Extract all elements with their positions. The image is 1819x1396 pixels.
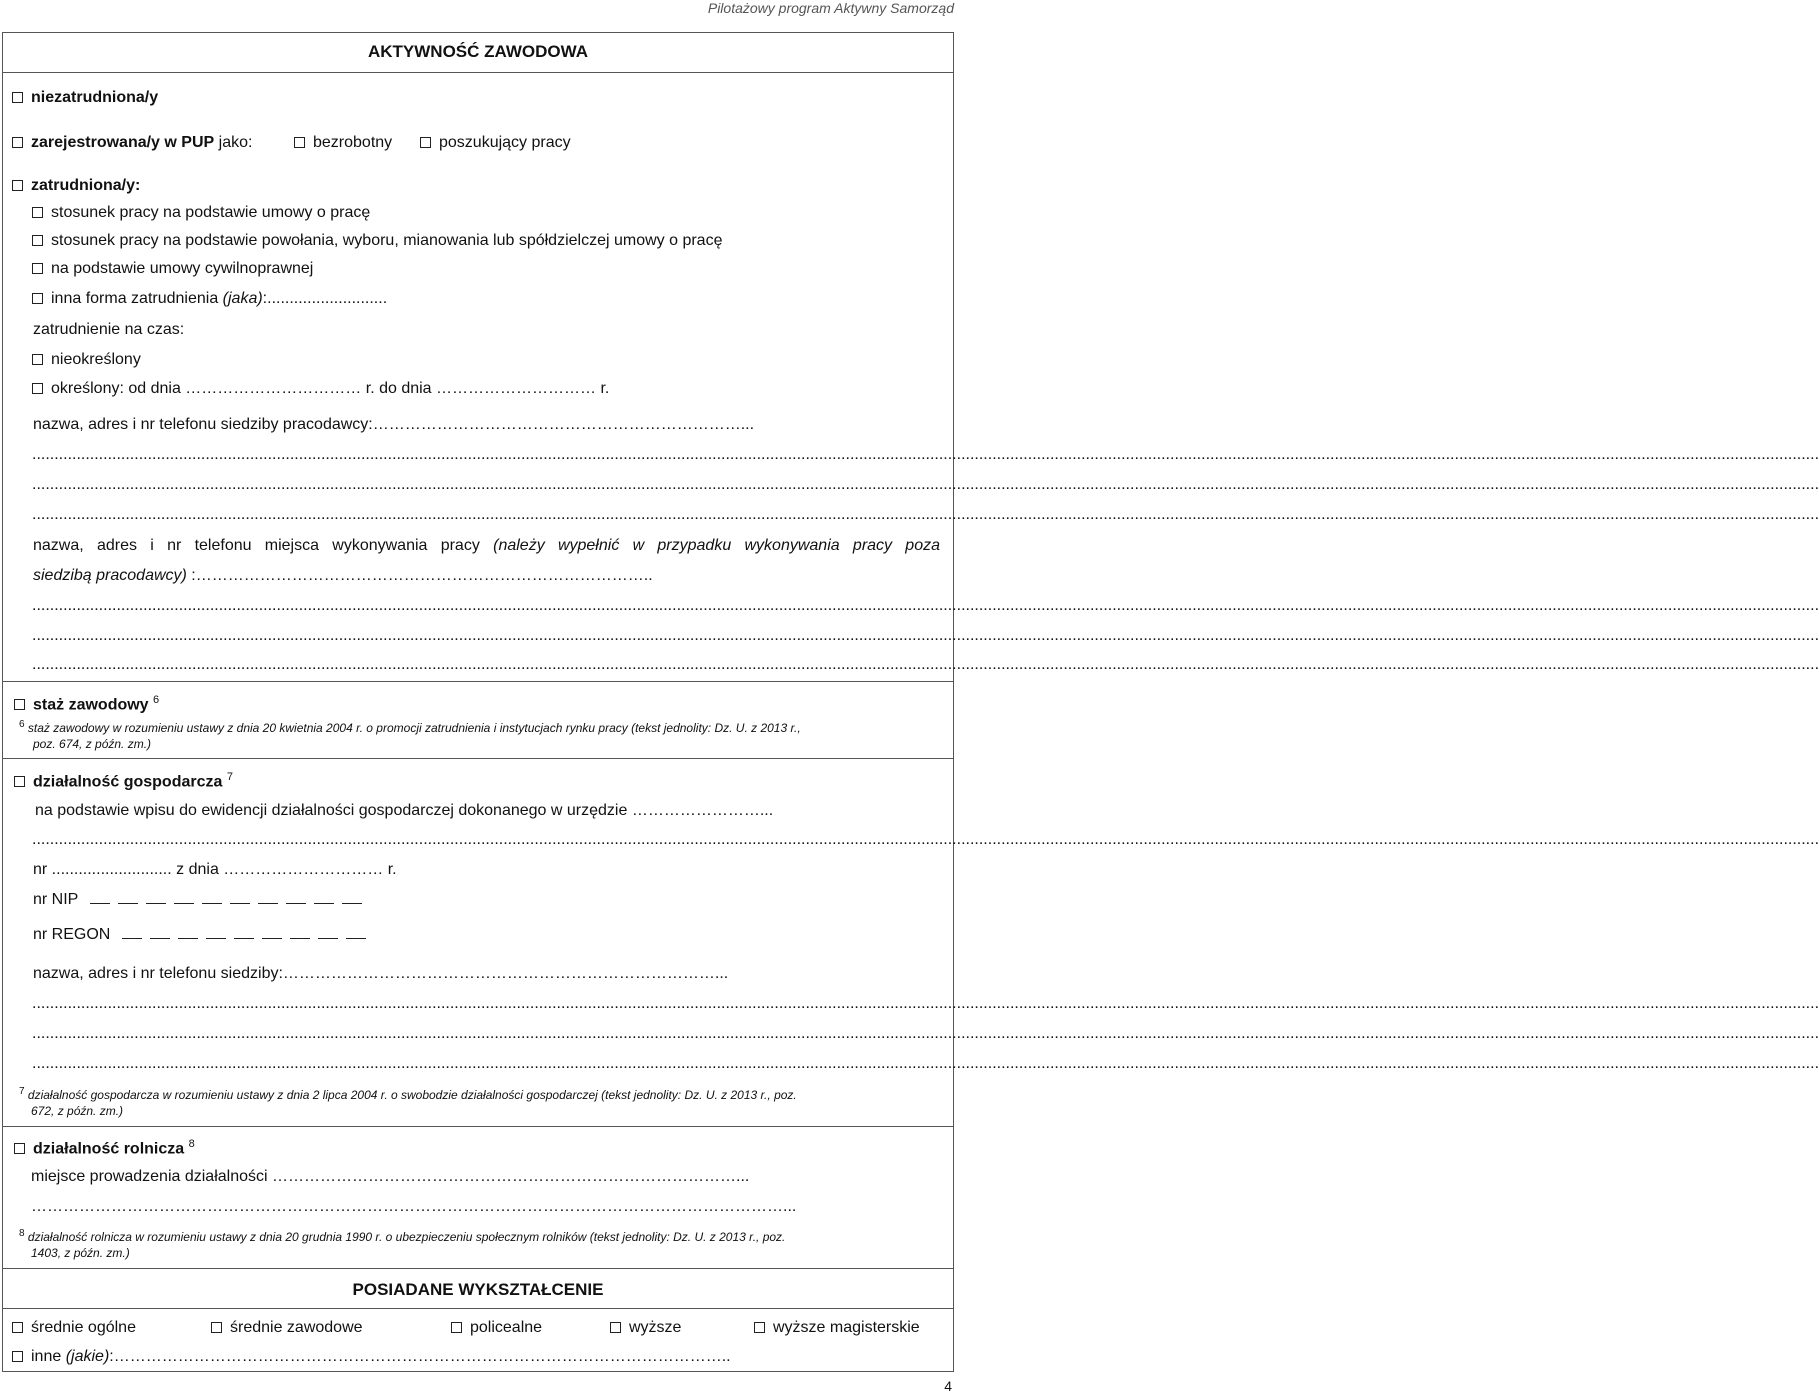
fill-line[interactable]: ..................................................................................................................................................................................................................................................................................................................................................................................................................	[32, 1055, 1819, 1072]
checkbox-icon[interactable]	[14, 699, 25, 710]
page-number: 4	[944, 1378, 952, 1394]
fill-line[interactable]: ..................................................................................................................................................................................................................................................................................................................................................................................................................	[32, 656, 1819, 673]
footnote-6-cont: poz. 674, z późn. zm.)	[33, 737, 152, 751]
checkbox-inne[interactable]: inne (jakie):……………………………………………………………………………………………………..	[12, 1348, 731, 1366]
checkbox-okreslony[interactable]: określony: od dnia …………………………… r. do dnia ………………………… r.	[32, 380, 609, 398]
checkbox-icon[interactable]	[451, 1322, 462, 1333]
divider	[2, 1308, 954, 1309]
checkbox-rolnicza[interactable]: działalność rolnicza $^8$	[14, 1138, 195, 1158]
divider	[2, 72, 954, 73]
label-miejsce-pracy: nazwa, adres i nr telefonu miejsca wykonywania pracy (należy wypełnić w przypadku wykonywania pracy poza	[33, 537, 941, 554]
checkbox-icon[interactable]	[32, 293, 43, 304]
field-miejsce-pracy[interactable]: siedzibą pracodawcy) :…………………………………………………………………………..	[33, 567, 653, 584]
fill-line[interactable]: ..................................................................................................................................................................................................................................................................................................................................................................................................................	[32, 1025, 1819, 1042]
checkbox-icon[interactable]	[14, 776, 25, 787]
checkbox-icon[interactable]	[12, 92, 23, 103]
checkbox-umowa-o-prace[interactable]: stosunek pracy na podstawie umowy o pracę	[32, 204, 370, 222]
checkbox-inna-forma[interactable]: inna forma zatrudnienia (jaka):...........................	[32, 290, 387, 308]
divider	[2, 1126, 954, 1127]
checkbox-srednie-ogolne[interactable]: średnie ogólne	[12, 1319, 136, 1337]
divider	[2, 1268, 954, 1269]
checkbox-srednie-zawodowe[interactable]: średnie zawodowe	[211, 1319, 363, 1337]
checkbox-icon[interactable]	[32, 235, 43, 246]
checkbox-icon[interactable]	[754, 1322, 765, 1333]
footnote-6: $^6$ staż zawodowy w rozumieniu ustawy z dnia 20 kwietnia 2004 r. o promocji zatrudnienia i instytucjach rynku pracy (tekst jednolity: Dz. U. z 2013 r.,	[19, 719, 801, 735]
fill-line[interactable]: ..................................................................................................................................................................................................................................................................................................................................................................................................................	[32, 446, 1819, 463]
field-nr-z-dnia[interactable]: nr ........................... z dnia ………………………… r.	[33, 861, 397, 878]
checkbox-icon[interactable]	[14, 1143, 25, 1154]
fill-line[interactable]: ..................................................................................................................................................................................................................................................................................................................................................................................................................	[32, 831, 1819, 848]
field-nip[interactable]: nr NIP	[33, 891, 370, 909]
checkbox-icon[interactable]	[32, 354, 43, 365]
fill-line[interactable]: ……………………………………………………………………………………………………………………………...	[31, 1198, 797, 1215]
checkbox-cywilnoprawna[interactable]: na podstawie umowy cywilnoprawnej	[32, 260, 313, 278]
checkbox-nieokreslony[interactable]: nieokreślony	[32, 351, 141, 369]
checkbox-icon[interactable]	[211, 1322, 222, 1333]
checkbox-icon[interactable]	[32, 207, 43, 218]
fill-line[interactable]: ..................................................................................................................................................................................................................................................................................................................................................................................................................	[32, 995, 1819, 1012]
checkbox-policealne[interactable]: policealne	[451, 1319, 542, 1337]
checkbox-icon[interactable]	[12, 137, 23, 148]
checkbox-icon[interactable]	[12, 180, 23, 191]
field-wpis-ewidencja[interactable]: na podstawie wpisu do ewidencji działalności gospodarczej dokonanego w urzędzie ……………………...	[35, 802, 774, 819]
checkbox-powolanie[interactable]: stosunek pracy na podstawie powołania, wyboru, mianowania lub spółdzielczej umowy o pracę	[32, 232, 722, 250]
footnote-8: $^8$ działalność rolnicza w rozumieniu ustawy z dnia 20 grudnia 1990 r. o ubezpieczeniu społecznym rolników (tekst jednolity: Dz. U. z 2013 r., poz.	[19, 1228, 786, 1244]
checkbox-icon[interactable]	[294, 137, 305, 148]
divider	[2, 758, 954, 759]
footnote-7: $^7$ działalność gospodarcza w rozumieniu ustawy z dnia 2 lipca 2004 r. o swobodzie działalności gospodarczej (tekst jednolity: Dz. U. z 2013 r., poz.	[19, 1086, 797, 1102]
page-header: Pilotażowy program Aktywny Samorząd	[707, 0, 954, 16]
checkbox-dzialalnosc[interactable]: działalność gospodarcza $^7$	[14, 771, 233, 791]
checkbox-niezatrudniona[interactable]: niezatrudniona/y	[12, 89, 158, 107]
checkbox-wyzsze[interactable]: wyższe	[610, 1319, 681, 1337]
checkbox-icon[interactable]	[420, 137, 431, 148]
section-title-aktywnosc: AKTYWNOŚĆ ZAWODOWA	[367, 42, 589, 61]
checkbox-icon[interactable]	[12, 1351, 23, 1362]
checkbox-icon[interactable]	[32, 383, 43, 394]
field-nazwa-pracodawcy[interactable]: nazwa, adres i nr telefonu siedziby pracodawcy:……………………………………………………………...	[33, 416, 755, 433]
field-miejsce-rolnicza[interactable]: miejsce prowadzenia działalności ……………………………………………………………………………...	[31, 1168, 750, 1185]
checkbox-icon[interactable]	[32, 263, 43, 274]
fill-line[interactable]: ..................................................................................................................................................................................................................................................................................................................................................................................................................	[32, 476, 1819, 493]
checkbox-icon[interactable]	[12, 1322, 23, 1333]
fill-line[interactable]: ..................................................................................................................................................................................................................................................................................................................................................................................................................	[32, 597, 1819, 614]
checkbox-icon[interactable]	[610, 1322, 621, 1333]
footnote-7-cont: 672, z późn. zm.)	[31, 1104, 124, 1118]
checkbox-poszukujacy[interactable]: poszukujący pracy	[420, 134, 571, 152]
fill-line[interactable]: ..................................................................................................................................................................................................................................................................................................................................................................................................................	[32, 627, 1819, 644]
divider	[2, 681, 954, 682]
label-czas: zatrudnienie na czas:	[33, 321, 185, 338]
footnote-8-cont: 1403, z późn. zm.)	[31, 1246, 130, 1260]
checkbox-bezrobotny[interactable]: bezrobotny	[294, 134, 392, 152]
checkbox-wyzsze-magisterskie[interactable]: wyższe magisterskie	[754, 1319, 920, 1337]
checkbox-zarejestrowana[interactable]: zarejestrowana/y w PUP jako:	[12, 134, 252, 152]
section-title-wyksztalcenie: POSIADANE WYKSZTAŁCENIE	[352, 1280, 604, 1299]
fill-line[interactable]: ..................................................................................................................................................................................................................................................................................................................................................................................................................	[32, 506, 1819, 523]
checkbox-staz[interactable]: staż zawodowy $^6$	[14, 694, 159, 714]
checkbox-zatrudniona[interactable]: zatrudniona/y:	[12, 177, 140, 195]
field-regon[interactable]: nr REGON	[33, 926, 374, 944]
field-siedziba[interactable]: nazwa, adres i nr telefonu siedziby:………………………………………………………………………...	[33, 965, 729, 982]
